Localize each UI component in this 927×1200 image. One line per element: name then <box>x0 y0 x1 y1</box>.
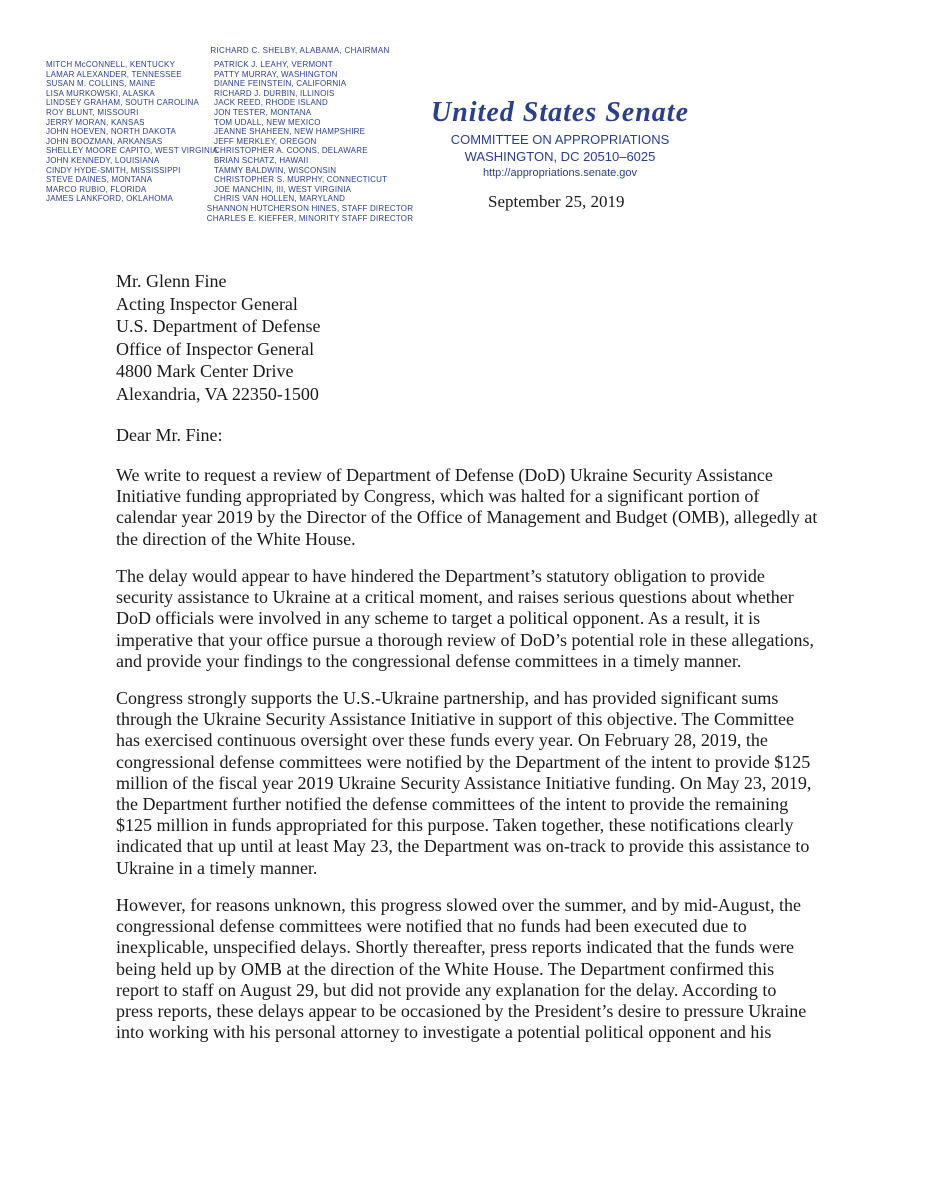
committee-member: TAMMY BALDWIN, WISCONSIN <box>214 165 337 175</box>
committee-member: TOM UDALL, NEW MEXICO <box>214 117 321 127</box>
committee-member: MITCH McCONNELL, KENTUCKY <box>46 60 176 69</box>
paragraph-2 <box>116 566 816 672</box>
paragraph-line: DoD officials were involved in any scheme to target a political opponent. As a result, it is <box>116 608 761 629</box>
paragraph-line: imperative that your office pursue a thorough review of DoD’s potential role in these allegations, <box>116 629 814 650</box>
committee-member: SUSAN M. COLLINS, MAINE <box>46 79 156 89</box>
committee-member: JEANNE SHAHEEN, NEW HAMPSHIRE <box>214 127 366 137</box>
committee-member: JOHN BOOZMAN, ARKANSAS <box>46 136 163 146</box>
paragraph-line: through the Ukraine Security Assistance Initiative in support of this objective. The Committee <box>116 709 795 730</box>
committee-member: JACK REED, RHODE ISLAND <box>214 98 328 108</box>
address-line: Office of Inspector General <box>116 338 315 359</box>
committee-member: BRIAN SCHATZ, HAWAII <box>214 155 309 165</box>
paragraph-line: press reports, these delays appear to be occasioned by the President’s desire to pressure Ukraine <box>116 1001 807 1022</box>
paragraph-line: indicated that up until at least May 23, the Department was on-track to provide this assistance to <box>116 836 810 857</box>
committee-member: DIANNE FEINSTEIN, CALIFORNIA <box>214 79 347 89</box>
paragraph-line: inexplicable, unspecified delays. Shortly thereafter, press reports indicated that the funds were <box>116 937 795 958</box>
committee-member: CHRIS VAN HOLLEN, MARYLAND <box>214 194 346 204</box>
committee-member: JEFF MERKLEY, OREGON <box>214 136 317 146</box>
address-line: Acting Inspector General <box>116 293 298 314</box>
paragraph-line: $125 million in funds appropriated for this purpose. Taken together, these notifications clearly <box>116 815 794 836</box>
committee-member: CHRISTOPHER A. COONS, DELAWARE <box>214 146 368 156</box>
committee-member: JERRY MORAN, KANSAS <box>46 117 145 127</box>
paragraph-line: million of the fiscal year 2019 Ukraine Security Assistance Initiative funding. On May 23, 2019, <box>116 772 812 793</box>
address-line: U.S. Department of Defense <box>116 316 321 336</box>
committee-member: JOE MANCHIN, III, WEST VIRGINIA <box>214 184 352 194</box>
committee-member: CHRISTOPHER S. MURPHY, CONNECTICUT <box>214 175 388 185</box>
committee-member: LAMAR ALEXANDER, TENNESSEE <box>46 69 182 79</box>
senate-title: United States Senate <box>430 97 689 128</box>
senate-header <box>400 96 720 181</box>
paragraph-3 <box>116 688 816 879</box>
members-list-right <box>214 60 387 204</box>
chairman-line: RICHARD C. SHELBY, ALABAMA, CHAIRMAN <box>210 46 390 55</box>
committee-name: COMMITTEE ON APPROPRIATIONS <box>450 132 670 147</box>
paragraph-line: being held up by OMB at the direction of the White House. The Department confirmed this <box>116 958 775 979</box>
committee-url: http://appropriations.senate.gov <box>482 167 638 179</box>
committee-member: PATTY MURRAY, WASHINGTON <box>214 69 338 79</box>
paragraph-line: calendar year 2019 by the Director of the Office of Management and Budget (OMB), allegedly at <box>116 507 818 528</box>
address-line: 4800 Mark Center Drive <box>116 361 294 381</box>
address-line: Alexandria, VA 22350-1500 <box>116 383 319 404</box>
paragraph-line: congressional defense committees were notified that no funds had been executed due to <box>116 916 747 937</box>
paragraph-4 <box>116 895 816 1043</box>
paragraph-line: has exercised continuous oversight over these funds every year. On February 28, 2019, the <box>116 730 768 751</box>
paragraph-line: However, for reasons unknown, this progress slowed over the summer, and by mid-August, the <box>116 895 801 915</box>
committee-member: RICHARD J. DURBIN, ILLINOIS <box>214 88 335 98</box>
committee-member: LINDSEY GRAHAM, SOUTH CAROLINA <box>46 98 199 108</box>
paragraph-line: into working with his personal attorney to investigate a potential political opponent and his <box>116 1022 772 1043</box>
committee-member: CINDY HYDE-SMITH, MISSISSIPPI <box>46 165 181 175</box>
letter-date: September 25, 2019 <box>488 192 625 211</box>
paragraph-line: Congress strongly supports the U.S.-Ukraine partnership, and has provided significant sums <box>116 688 779 708</box>
committee-member: JAMES LANKFORD, OKLAHOMA <box>46 194 174 204</box>
paragraph-line: and provide your findings to the congressional defense committees in a timely manner. <box>116 650 742 671</box>
recipient-address <box>116 270 320 405</box>
paragraph-line: the direction of the White House. <box>116 528 356 549</box>
committee-member: MARCO RUBIO, FLORIDA <box>46 184 147 194</box>
committee-member: LISA MURKOWSKI, ALASKA <box>46 88 155 98</box>
paragraph-line: Ukraine in a timely manner. <box>116 857 318 878</box>
paragraph-line: congressional defense committees were notified by the Department of the intent to provide $125 <box>116 751 811 772</box>
committee-member: STEVE DAINES, MONTANA <box>46 175 153 185</box>
members-list-left <box>46 60 218 204</box>
paragraph-line: Initiative funding appropriated by Congress, which was halted for a significant portion of <box>116 486 760 507</box>
paragraph-line: We write to request a review of Department of Defense (DoD) Ukraine Security Assistance <box>116 465 773 485</box>
paragraph-line: The delay would appear to have hindered the Department’s statutory obligation to provide <box>116 566 765 586</box>
letterhead <box>0 0 927 240</box>
paragraph-1 <box>116 465 816 550</box>
committee-address: WASHINGTON, DC 20510–6025 <box>464 149 656 164</box>
committee-member: SHELLEY MOORE CAPITO, WEST VIRGINIA <box>46 146 218 156</box>
paragraph-line: the Department further notified the defense committees of the intent to provide the remaining <box>116 794 789 815</box>
committee-member: JON TESTER, MONTANA <box>214 107 312 117</box>
committee-member: ROY BLUNT, MISSOURI <box>46 107 139 117</box>
committee-member: PATRICK J. LEAHY, VERMONT <box>214 60 333 69</box>
address-line: Mr. Glenn Fine <box>116 271 227 291</box>
salutation: Dear Mr. Fine: <box>116 425 223 445</box>
paragraph-line: security assistance to Ukraine at a critical moment, and raises serious questions about whether <box>116 587 794 608</box>
committee-member: JOHN KENNEDY, LOUISIANA <box>46 155 160 165</box>
minority-staff-director: CHARLES E. KIEFFER, MINORITY STAFF DIRECTOR <box>206 213 414 223</box>
staff-director: SHANNON HUTCHERSON HINES, STAFF DIRECTOR <box>206 204 414 213</box>
committee-member: JOHN HOEVEN, NORTH DAKOTA <box>46 127 177 137</box>
paragraph-line: report to staff on August 29, but did not provide any explanation for the delay. According to <box>116 979 777 1000</box>
